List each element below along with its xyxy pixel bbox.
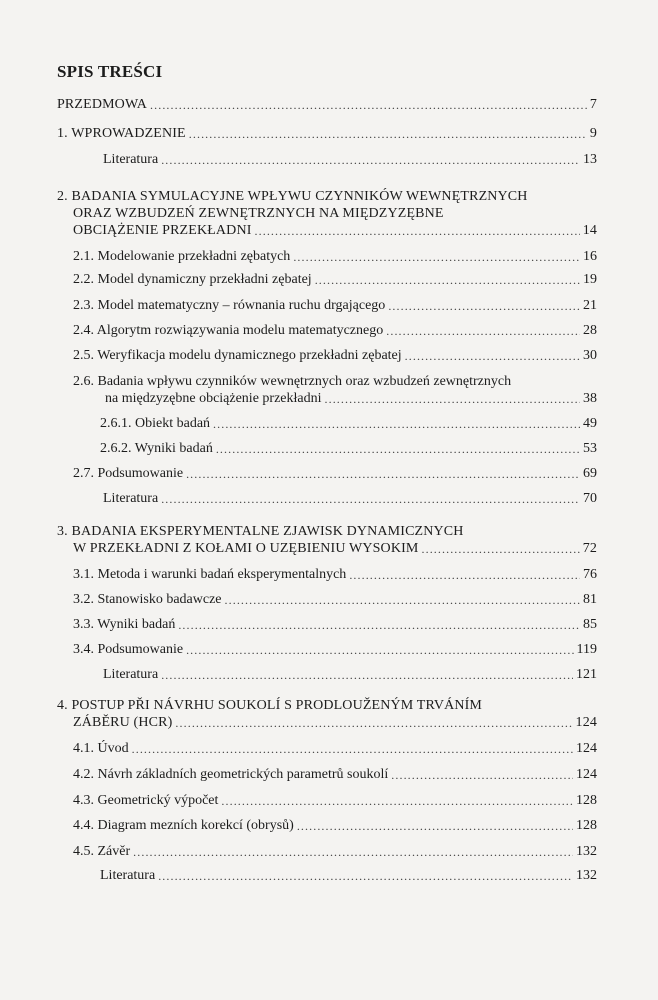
toc-entry — [73, 616, 597, 634]
toc-entry — [73, 248, 597, 266]
dot-leader — [133, 843, 573, 861]
toc-entry — [73, 817, 597, 835]
toc-entry-page: 124 — [576, 741, 597, 756]
toc-entry-page: 128 — [576, 793, 597, 808]
dot-leader — [388, 297, 580, 315]
dot-leader — [189, 125, 587, 143]
toc-entry-title-line: ORAZ WZBUDZEŃ ZEWNĘTRZNYCH NA MIĘDZYZĘBNE — [73, 206, 444, 221]
toc-entry-page: 69 — [583, 466, 597, 481]
toc-entry-title: 4.1. Úvod — [73, 741, 129, 756]
toc-entry-page: 9 — [589, 126, 597, 141]
toc-entry — [73, 347, 597, 365]
toc-entry-title: 3.3. Wyniki badań — [73, 617, 176, 632]
toc-entry-page: 132 — [576, 868, 597, 883]
toc-entry — [103, 490, 597, 508]
dot-leader — [405, 347, 580, 365]
toc-entry-title: W PRZEKŁADNI Z KOŁAMI O UZĘBIENIU WYSOKIM — [73, 541, 419, 556]
toc-entry-page: 76 — [583, 567, 597, 582]
dot-leader — [386, 322, 580, 340]
toc-entry — [73, 714, 597, 732]
dot-leader — [216, 440, 580, 458]
toc-entry-title: na międzyzębne obciążenie przekładni — [105, 391, 322, 406]
toc-entry-page: 30 — [583, 348, 597, 363]
toc-entry-page: 49 — [583, 416, 597, 431]
toc-entry-title: 2.1. Modelowanie przekładni zębatych — [73, 249, 291, 264]
toc-entry — [73, 591, 597, 609]
toc-entry-page: 14 — [582, 223, 597, 238]
toc-entry-page: 72 — [582, 541, 597, 556]
toc-entry-page: 124 — [576, 767, 597, 782]
toc-entry-page: 81 — [583, 592, 597, 607]
toc-entry-title: Literatura — [103, 152, 159, 167]
dot-leader — [161, 666, 573, 684]
toc-entry-title: 4.2. Návrh základních geometrických parametrů soukolí — [73, 767, 389, 782]
dot-leader — [225, 591, 580, 609]
toc-entry-title: 2.4. Algorytm rozwiązywania modelu matematycznego — [73, 323, 384, 338]
dot-leader — [391, 766, 573, 784]
dot-leader — [213, 415, 580, 433]
dot-leader — [186, 465, 580, 483]
toc-entry — [73, 297, 597, 315]
toc-entry — [57, 125, 597, 143]
toc-entry-page: 19 — [583, 272, 597, 287]
toc-entry — [73, 465, 597, 483]
dot-leader — [158, 867, 573, 885]
dot-leader — [325, 390, 581, 408]
toc-entry-title: 2.7. Podsumowanie — [73, 466, 184, 481]
toc-entry — [73, 540, 597, 558]
toc-entry — [73, 641, 597, 659]
toc-entry-title-line: 2.6. Badania wpływu czynników wewnętrznych oraz wzbudzeń zewnętrznych — [73, 374, 512, 389]
toc-entry-page: 124 — [575, 715, 597, 730]
dot-leader — [349, 566, 580, 584]
dot-leader — [255, 222, 580, 240]
toc-entry — [73, 740, 597, 758]
toc-entry-title: 1. WPROWADZENIE — [57, 126, 186, 141]
toc-entry — [100, 867, 597, 885]
toc-entry-title-line: 2. BADANIA SYMULACYJNE WPŁYWU CZYNNIKÓW WEWNĘTRZNYCH — [57, 189, 528, 204]
toc-entry-title: Literatura — [103, 491, 159, 506]
toc-entry — [73, 222, 597, 240]
dot-leader — [186, 641, 573, 659]
dot-leader — [315, 271, 580, 289]
toc-entry-title: 3.2. Stanowisko badawcze — [73, 592, 222, 607]
toc-entry — [103, 666, 597, 684]
toc-entry — [73, 566, 597, 584]
toc-entry — [100, 415, 597, 433]
toc-entry-page: 128 — [576, 818, 597, 833]
toc-entry-title: Literatura — [100, 868, 156, 883]
toc-entry-page: 121 — [576, 667, 597, 682]
toc-entry-title: 4.5. Závěr — [73, 844, 131, 859]
dot-leader — [132, 740, 573, 758]
toc-entry-page: 21 — [583, 298, 597, 313]
toc-entry-page: 7 — [589, 97, 597, 112]
toc-entry-title: 2.3. Model matematyczny – równania ruchu drgającego — [73, 298, 386, 313]
toc-entry-title: 4.4. Diagram mezních korekcí (obrysů) — [73, 818, 294, 833]
toc-entry — [73, 843, 597, 861]
toc-entry-page: 53 — [583, 441, 597, 456]
toc-entry-page: 16 — [583, 249, 597, 264]
dot-leader — [161, 490, 580, 508]
toc-entry-title: 2.5. Weryfikacja modelu dynamicznego przekładni zębatej — [73, 348, 402, 363]
toc-entry — [105, 390, 597, 408]
toc-entry-page: 119 — [576, 642, 597, 657]
toc-entry-title: 3.1. Metoda i warunki badań eksperymentalnych — [73, 567, 347, 582]
toc-entry-page: 13 — [583, 152, 597, 167]
dot-leader — [293, 248, 580, 266]
toc-entry-title: 4.3. Geometrický výpočet — [73, 793, 219, 808]
toc-entry-title: 2.2. Model dynamiczny przekładni zębatej — [73, 272, 312, 287]
toc-entry-page: 132 — [576, 844, 597, 859]
page-title: SPIS TREŚCI — [57, 62, 163, 81]
toc-entry — [73, 271, 597, 289]
toc-entry — [73, 792, 597, 810]
toc-entry-title: 3.4. Podsumowanie — [73, 642, 184, 657]
dot-leader — [161, 151, 580, 169]
toc-entry-title: PRZEDMOWA — [57, 97, 148, 112]
toc-entry-title: ZÁBĚRU (HCR) — [73, 715, 173, 730]
toc-entry-title: 2.6.2. Wyniki badań — [100, 441, 213, 456]
dot-leader — [221, 792, 573, 810]
toc-entry-title: 2.6.1. Obiekt badań — [100, 416, 211, 431]
toc-entry-page: 70 — [583, 491, 597, 506]
dot-leader — [297, 817, 573, 835]
toc-entry — [73, 322, 597, 340]
toc-entry — [57, 96, 597, 114]
dot-leader — [178, 616, 580, 634]
toc-entry-title-line: 3. BADANIA EKSPERYMENTALNE ZJAWISK DYNAMICZNYCH — [57, 524, 464, 539]
dot-leader — [175, 714, 572, 732]
toc-entry-title: OBCIĄŻENIE PRZEKŁADNI — [73, 223, 252, 238]
toc-entry — [73, 766, 597, 784]
toc-entry-page: 28 — [583, 323, 597, 338]
dot-leader — [422, 540, 580, 558]
toc-entry-title: Literatura — [103, 667, 159, 682]
dot-leader — [150, 96, 587, 114]
toc-entry — [100, 440, 597, 458]
toc-entry-page: 38 — [583, 391, 597, 406]
toc-entry-page: 85 — [583, 617, 597, 632]
toc-entry — [103, 151, 597, 169]
toc-entry-title-line: 4. POSTUP PŘI NÁVRHU SOUKOLÍ S PRODLOUŽENÝM TRVÁNÍM — [57, 698, 483, 713]
